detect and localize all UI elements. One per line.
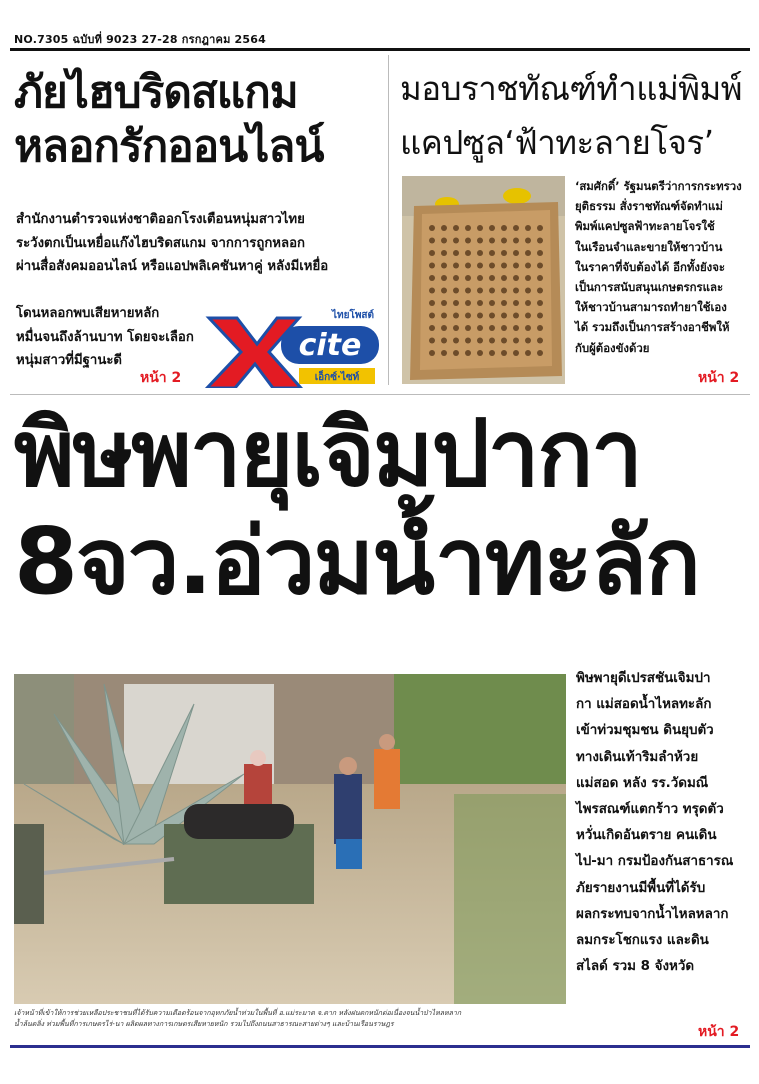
mold-hole (453, 263, 459, 269)
xcite-logo[interactable] (203, 304, 381, 388)
mold-hole (489, 225, 495, 231)
flood-rescue-photo (14, 674, 566, 1004)
mold-hole (525, 313, 531, 319)
mold-hole (501, 238, 507, 244)
right-body-line: ‘สมศักดิ์’ รัฐมนตรีว่าการกระทรวง (575, 179, 742, 193)
mold-hole (501, 350, 507, 356)
mold-hole (501, 263, 507, 269)
mold-hole (441, 350, 447, 356)
mold-hole (465, 338, 471, 344)
main-body-line: สไลด์ รวม 8 จังหวัด (576, 959, 695, 975)
mold-hole (465, 288, 471, 294)
mold-hole (465, 275, 471, 281)
mold-hole (501, 275, 507, 281)
right-body-line: กับผู้ต้องขังด้วย (575, 340, 650, 355)
mold-hole (513, 225, 519, 231)
mold-hole (525, 350, 531, 356)
main-body-line: เข้าท่วมชุมชน ดินยุบตัว (576, 723, 714, 739)
mold-hole (441, 250, 447, 256)
main-body-line: พิษพายุดีเปรสชันเจิมปา (576, 671, 711, 686)
main-page-ref[interactable]: หน้า 2 (698, 1024, 740, 1040)
mold-hole (537, 263, 543, 269)
mold-hole (513, 300, 519, 306)
mold-hole (453, 325, 459, 331)
left-headline-line-1: ภัยไฮบริดสแกม (14, 67, 298, 118)
caption-line: น้ำล้นตลิ่ง ท่วมพื้นที่การเกษตรไร่-นา ผลิตผลทางการเกษตรเสียหายหนัก รวมไปถึงถนนสาธารณะสายต่างๆ และบ้านเรือนราษฎร (14, 1020, 394, 1028)
mold-hole (489, 263, 495, 269)
mold-hole (441, 300, 447, 306)
mold-hole (501, 338, 507, 344)
mold-hole (489, 288, 495, 294)
mold-hole (489, 300, 495, 306)
mold-hole (453, 238, 459, 244)
left-story-body-short (16, 302, 216, 373)
main-body-line: หวั่นเกิดอันตราย คนเดิน (576, 828, 717, 844)
mold-hole (525, 225, 531, 231)
left-page-ref[interactable]: หน้า 2 (140, 370, 182, 386)
mold-hole (513, 350, 519, 356)
mold-hole (525, 300, 531, 306)
mold-hole (429, 263, 435, 269)
mold-hole (525, 338, 531, 344)
left-story-body (16, 208, 386, 279)
left-body-line: ผ่านสื่อสังคมออนไลน์ หรือแอปพลิเคชันหาคู่ หลังมีเหยื่อ (16, 259, 329, 274)
mold-hole (441, 325, 447, 331)
mold-hole (429, 275, 435, 281)
left-body-line: ระวังตกเป็นเหยื่อแก๊งไฮบริดสแกม จากการถูกหลอก (16, 235, 305, 251)
mold-hole (525, 325, 531, 331)
mold-hole (477, 275, 483, 281)
mold-hole (525, 275, 531, 281)
mold-hole (429, 338, 435, 344)
mold-hole (453, 300, 459, 306)
mold-hole (465, 325, 471, 331)
mold-hole (429, 238, 435, 244)
main-headline-line-1: พิษพายุเจิมปากา (14, 400, 641, 507)
right-body-line: พิมพ์แคปซูลฟ้าทะลายโจรใช้ (575, 219, 715, 234)
mold-hole (477, 300, 483, 306)
mold-hole (513, 338, 519, 344)
mold-hole (513, 238, 519, 244)
mold-hole (537, 350, 543, 356)
mold-hole (465, 225, 471, 231)
issue-line: NO.7305 ฉบับที่ 9023 27-28 กรกฎาคม 2564 (14, 33, 266, 46)
right-body-line: ยุติธรรม สั่งราชทัณฑ์จัดทำแม่ (575, 199, 723, 214)
mold-hole (489, 238, 495, 244)
mold-hole (513, 250, 519, 256)
mold-hole (441, 275, 447, 281)
mold-hole (453, 338, 459, 344)
mold-hole (429, 325, 435, 331)
mold-hole (453, 313, 459, 319)
main-body-line: ไพรสณฑ์แตกร้าว ทรุดตัว (576, 802, 724, 818)
mold-hole (441, 238, 447, 244)
mold-hole (513, 325, 519, 331)
main-body-line: ลมกระโชกแรง และดิน (576, 933, 709, 949)
xcite-brand-small: ไทยโพสต์ (331, 310, 375, 321)
mold-hole (429, 350, 435, 356)
mold-hole (525, 288, 531, 294)
main-body-line: ทางเดินเท้าริมลำห้วย (576, 749, 699, 765)
mold-hole (489, 325, 495, 331)
main-body-line: กา แม่สอดน้ำไหลทะลัก (576, 697, 712, 713)
mold-hole (501, 325, 507, 331)
mold-hole (537, 275, 543, 281)
mold-hole (429, 288, 435, 294)
bottom-rule (10, 1045, 750, 1048)
mold-hole (465, 300, 471, 306)
mold-hole (501, 288, 507, 294)
mold-hole (489, 250, 495, 256)
mold-hole (501, 300, 507, 306)
column-divider (388, 55, 389, 385)
main-body-line: ไป-มา กรมป้องกันสาธารณ (576, 854, 734, 870)
mold-hole (453, 350, 459, 356)
mold-hole (465, 263, 471, 269)
main-body-line: ผลกระทบจากน้ำไหลหลาก (576, 906, 729, 922)
left-body-line: สำนักงานตำรวจแห่งชาติออกโรงเตือนหนุ่มสาวไทย (16, 212, 305, 227)
left-body-line: หนุ่มสาวที่มีฐานะดี (16, 353, 122, 368)
mold-hole (477, 238, 483, 244)
mold-hole (537, 250, 543, 256)
mold-hole (477, 288, 483, 294)
mold-hole (513, 263, 519, 269)
mold-hole (453, 288, 459, 294)
mold-hole (477, 325, 483, 331)
caption-line: เจ้าหน้าที่เข้าให้การช่วยเหลือประชาชนที่ได้รับความเดือดร้อนจากอุทกภัยน้ำท่วมในพื้นที่ อ.แม่ระมาด จ.ตาก หลังฝนตกหนักต่อเนื่องจนน้ำป่าไหลหลาก (14, 1009, 462, 1017)
main-headline (14, 400, 759, 616)
right-body-line: เป็นการสนับสนุนเกษตรกรและ (575, 280, 724, 295)
mold-hole (477, 313, 483, 319)
mold-hole (525, 250, 531, 256)
mold-hole (489, 313, 495, 319)
mold-hole (453, 225, 459, 231)
top-rule (10, 48, 750, 51)
mold-hole (537, 288, 543, 294)
mold-hole (441, 313, 447, 319)
right-body-line: ได้ รวมถึงเป็นการสร้างอาชีพให้ (575, 320, 730, 335)
mold-hole (465, 350, 471, 356)
right-body-line: ในเรือนจำและขายให้ชาวบ้าน (575, 239, 723, 254)
mold-hole (537, 325, 543, 331)
right-body-line: ให้ชาวบ้านสามารถทำยาใช้เอง (575, 300, 727, 315)
mold-hole (525, 263, 531, 269)
mold-hole (489, 275, 495, 281)
mold-hole (513, 313, 519, 319)
main-story-body (576, 666, 756, 980)
main-headline-line-2: 8จว.อ่วมน้ำทะลัก (14, 508, 699, 615)
right-story-headline (400, 62, 755, 170)
left-headline-line-2: หลอกรักออนไลน์ (14, 121, 324, 172)
left-story-headline (14, 66, 384, 174)
mold-hole (513, 288, 519, 294)
mold-hole (477, 263, 483, 269)
mold-hole (441, 225, 447, 231)
main-body-line: แม่สอด หลัง รร.วัดมณี (576, 775, 709, 791)
mold-hole (477, 338, 483, 344)
left-body-line: หมื่นจนถึงล้านบาท โดยจะเลือก (16, 329, 194, 345)
mold-hole (513, 275, 519, 281)
mold-hole (501, 250, 507, 256)
mold-hole (489, 350, 495, 356)
mold-hole (525, 238, 531, 244)
mold-hole (465, 238, 471, 244)
mold-hole (489, 338, 495, 344)
mold-hole (429, 225, 435, 231)
mold-hole (441, 263, 447, 269)
photo-caption (14, 1008, 566, 1030)
right-headline-line-1: มอบราชทัณฑ์ทำแม่พิมพ์ (400, 69, 742, 108)
right-headline-line-2: แคปซูล‘ฟ้าทะลายโจร’ (400, 123, 714, 162)
mold-hole (453, 275, 459, 281)
mold-hole (501, 313, 507, 319)
right-story-body (575, 176, 755, 358)
right-page-ref[interactable]: หน้า 2 (698, 370, 740, 386)
mold-hole (453, 250, 459, 256)
right-body-line: ในราคาที่จับต้องได้ อีกทั้งยังจะ (575, 259, 726, 274)
mold-hole (537, 300, 543, 306)
svg-text:cite: cite (298, 328, 362, 363)
mold-hole (429, 250, 435, 256)
mold-hole (477, 250, 483, 256)
main-body-line: ภัยรายงานมีพื้นที่ได้รับ (576, 880, 706, 896)
mold-hole (441, 288, 447, 294)
section-divider (10, 394, 750, 395)
mold-hole (429, 313, 435, 319)
mold-hole (501, 225, 507, 231)
mold-hole (441, 338, 447, 344)
xcite-brand-thai: เอ็กซ์·ไซท์ (314, 372, 360, 383)
mold-hole (465, 250, 471, 256)
mold-hole (537, 338, 543, 344)
capsule-mold-photo (402, 176, 565, 384)
mold-hole (429, 300, 435, 306)
mold-hole (465, 313, 471, 319)
left-body-line: โดนหลอกพบเสียหายหลัก (16, 306, 160, 321)
mold-hole (477, 225, 483, 231)
mold-hole (537, 225, 543, 231)
mold-hole (537, 238, 543, 244)
mold-hole (537, 313, 543, 319)
mold-hole (477, 350, 483, 356)
